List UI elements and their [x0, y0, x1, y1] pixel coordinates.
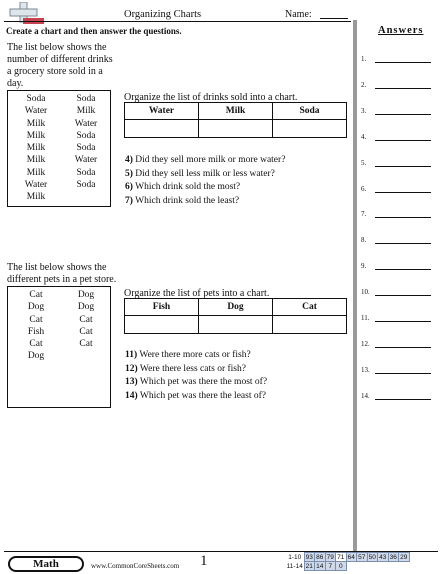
- answer-number: 4.: [361, 132, 367, 141]
- answer-blank[interactable]: [375, 262, 431, 270]
- list-item: Water: [24, 106, 48, 117]
- subject-badge: Math: [8, 556, 84, 572]
- answer-blank[interactable]: [375, 236, 431, 244]
- answer-blank[interactable]: [375, 314, 431, 322]
- column-header-water: Water: [125, 103, 199, 120]
- answer-blank[interactable]: [375, 81, 431, 89]
- list-item: Cat: [29, 314, 43, 325]
- answer-row: [361, 314, 431, 322]
- name-label: Name:: [285, 9, 312, 20]
- answer-number: 8.: [361, 236, 367, 245]
- score-cell: 36: [389, 553, 397, 561]
- question-7: 7) Which drink sold the least?: [125, 195, 240, 206]
- chart-cell-water[interactable]: [125, 120, 199, 138]
- pets-intro: The list below shows the different pets in a pet store.: [7, 262, 117, 285]
- instructions: Create a chart and then answer the questions.: [6, 26, 182, 36]
- column-header-dog: Dog: [199, 299, 273, 316]
- list-item: Dog: [27, 351, 45, 362]
- answer-row: [361, 340, 431, 348]
- answer-row: [361, 107, 431, 115]
- chart-cell-dog[interactable]: [199, 316, 273, 334]
- answer-number: 3.: [361, 106, 367, 115]
- list-item: Milk: [26, 155, 46, 166]
- score-row-1-10: 1-10 93 86 79 71 64 57 50 43 36 29: [288, 553, 408, 561]
- list-item: Soda: [76, 167, 96, 178]
- column-header-fish: Fish: [125, 299, 199, 316]
- chart-cell-soda[interactable]: [273, 120, 347, 138]
- score-cell: 57: [358, 553, 366, 561]
- page-title: Organizing Charts: [124, 9, 202, 20]
- pets-questions: [125, 349, 267, 403]
- list-item: Milk: [26, 118, 46, 129]
- list-item: Water: [74, 155, 98, 166]
- list-item: Soda: [76, 143, 96, 154]
- score-cell: 86: [316, 553, 324, 561]
- score-cell: 29: [400, 553, 408, 561]
- answer-blank[interactable]: [375, 107, 431, 115]
- answer-number: 1.: [361, 55, 367, 63]
- answer-number: 12.: [361, 339, 370, 348]
- plus-logo-icon: [6, 2, 46, 26]
- answer-blank[interactable]: [375, 159, 431, 167]
- score-cell: 21: [305, 562, 313, 570]
- drinks-list-right: [64, 93, 108, 191]
- chart-cell-milk[interactable]: [199, 120, 273, 138]
- chart-cell-fish[interactable]: [125, 316, 199, 334]
- score-cell: 71: [337, 553, 345, 561]
- pets-list-right: [64, 289, 108, 350]
- list-item: Cat: [79, 339, 93, 350]
- question-11: 11) Were there more cats or fish?: [125, 350, 251, 360]
- question-14: 14) Which pet was there the least of?: [125, 390, 266, 401]
- answer-row: [361, 185, 431, 193]
- answer-row: [361, 366, 431, 374]
- score-cell: 14: [316, 562, 324, 570]
- question-12: 12) Were there less cats or fish?: [125, 363, 246, 374]
- question-4: 4) Did they sell more milk or more water?: [125, 155, 286, 165]
- list-item: Cat: [79, 314, 93, 325]
- answer-blank[interactable]: [375, 340, 431, 348]
- pets-organize-prompt: Organize the list of pets into a chart.: [124, 288, 270, 299]
- answer-row: [361, 81, 431, 89]
- name-field[interactable]: [320, 18, 348, 19]
- list-item: Cat: [29, 290, 43, 300]
- answer-number: 6.: [361, 184, 367, 193]
- list-item: Water: [24, 180, 48, 191]
- pets-chart-table: [124, 298, 347, 334]
- column-header-soda: Soda: [273, 103, 347, 120]
- answer-row: [361, 133, 431, 141]
- answer-column-divider: [353, 20, 357, 551]
- answer-number: 14.: [361, 391, 370, 400]
- answer-row: [361, 55, 431, 63]
- list-item: Cat: [79, 326, 93, 337]
- score-cell: 7: [325, 562, 336, 571]
- score-cell: 0: [336, 562, 347, 571]
- score-cell: 93: [305, 553, 313, 561]
- answer-number: 11.: [361, 314, 370, 322]
- question-13: 13) Which pet was there the most of?: [125, 377, 268, 387]
- score-cell: 43: [379, 553, 387, 561]
- answer-number: 10.: [361, 288, 370, 297]
- list-item: Milk: [26, 192, 46, 203]
- answer-blank[interactable]: [375, 366, 431, 374]
- answer-blank[interactable]: [375, 133, 431, 141]
- list-item: Milk: [76, 106, 96, 117]
- pets-list-left: [14, 289, 58, 363]
- list-item: Cat: [29, 339, 43, 350]
- list-item: Soda: [76, 130, 96, 141]
- drinks-list-left: [14, 93, 58, 204]
- list-item: Milk: [26, 143, 46, 154]
- column-header-milk: Milk: [199, 103, 273, 120]
- answer-blank[interactable]: [375, 185, 431, 193]
- score-cell: 50: [368, 553, 376, 561]
- answer-row: [361, 262, 431, 270]
- list-item: Milk: [26, 167, 46, 178]
- column-header-cat: Cat: [273, 299, 347, 316]
- list-item: Milk: [26, 130, 46, 141]
- page-number: 1: [200, 553, 208, 569]
- answer-number: 5.: [361, 158, 367, 167]
- answer-blank[interactable]: [375, 55, 431, 63]
- question-5: 5) Did they sell less milk or less water?: [125, 168, 275, 179]
- chart-cell-cat[interactable]: [273, 316, 347, 334]
- answer-number: 2.: [361, 80, 367, 89]
- list-item: Fish: [27, 326, 45, 337]
- list-item: Dog: [77, 290, 95, 300]
- drinks-questions: [125, 154, 285, 208]
- score-row-11-14: 11-14 21 14 7 0: [286, 562, 409, 571]
- list-item: Dog: [77, 302, 95, 313]
- answer-number: 13.: [361, 365, 370, 374]
- pets-list-box: [7, 286, 111, 408]
- answer-row: [361, 392, 431, 400]
- answers-title: Answers: [378, 25, 424, 36]
- list-item: Dog: [27, 302, 45, 313]
- question-6: 6) Which drink sold the most?: [125, 182, 241, 192]
- answer-number: 9.: [361, 262, 367, 271]
- list-item: Soda: [76, 180, 96, 191]
- score-cell: 79: [326, 553, 334, 561]
- drinks-intro: The list below shows the number of different drinks a grocery store sold in a day.: [7, 42, 113, 89]
- answer-blank[interactable]: [375, 288, 431, 296]
- list-item: Soda: [76, 94, 96, 104]
- list-item: Soda: [26, 94, 46, 104]
- list-item: Water: [74, 118, 98, 129]
- answer-row: [361, 210, 431, 218]
- drinks-list-box: [7, 90, 111, 207]
- answer-row: [361, 159, 431, 167]
- score-cell: 64: [347, 553, 355, 561]
- score-table: [286, 552, 410, 571]
- drinks-organize-prompt: Organize the list of drinks sold into a chart.: [124, 92, 298, 103]
- site-url: www.CommonCoreSheets.com: [91, 562, 180, 570]
- drinks-chart-table: [124, 102, 347, 138]
- answer-blank[interactable]: [375, 392, 431, 400]
- answer-row: [361, 288, 431, 296]
- answer-row: [361, 236, 431, 244]
- header-divider: [4, 21, 351, 22]
- answer-blank[interactable]: [375, 210, 431, 218]
- answer-number: 7.: [361, 210, 367, 219]
